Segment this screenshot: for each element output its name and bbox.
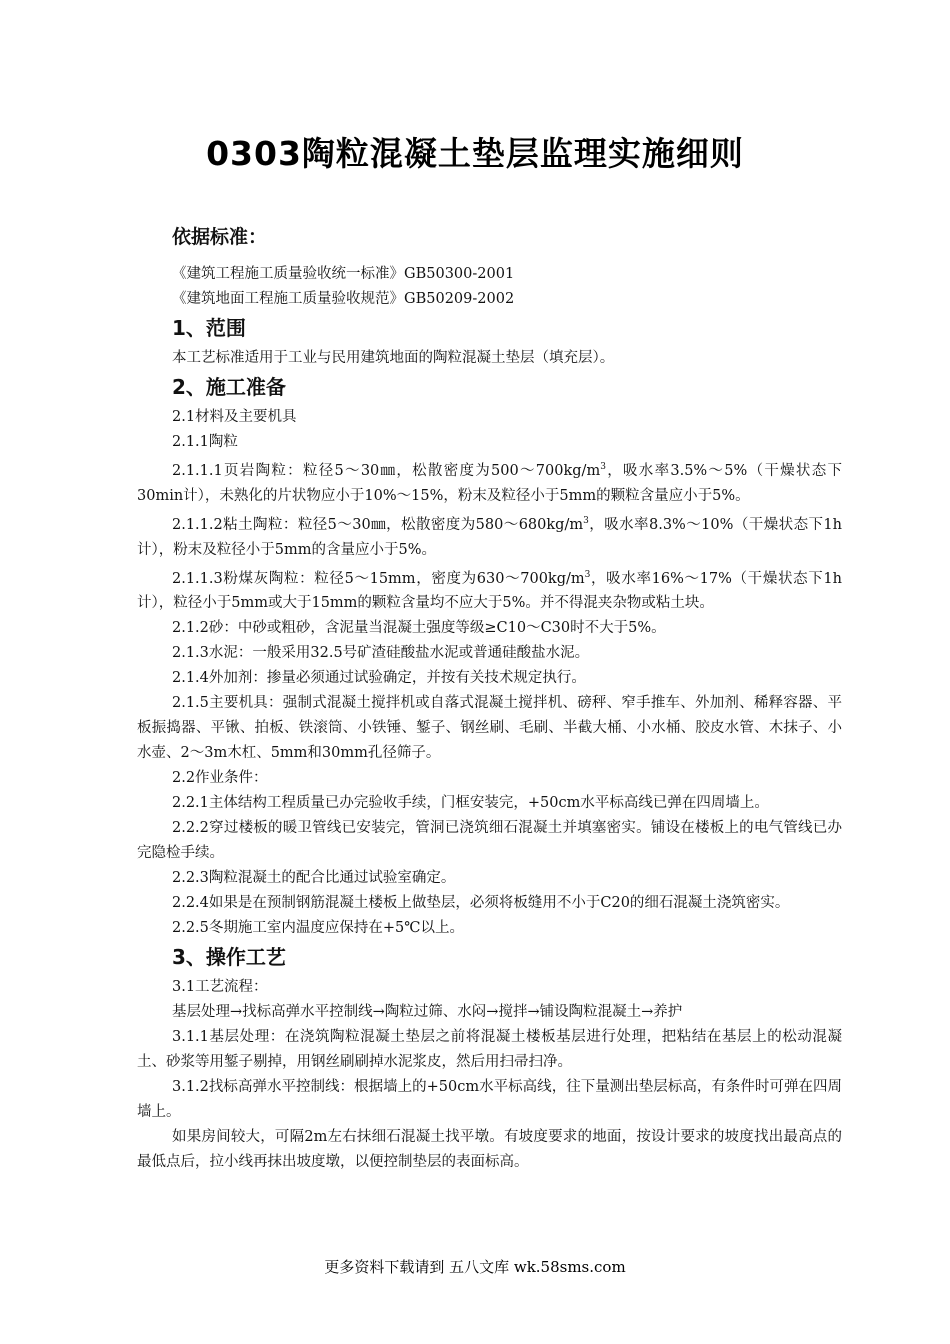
paragraph: 如果房间较大，可隔2m左右抹细石混凝土找平墩。有坡度要求的地面，按设计要求的坡度找出最高点的最低点后，拉小线再抹出坡度墩，以便控制垫层的表面标高。	[137, 1129, 842, 1171]
paragraph: 2.1.3水泥：一般采用32.5号矿渣硅酸盐水泥或普通硅酸盐水泥。	[172, 645, 590, 662]
paragraph: 2.1材料及主要机具	[172, 409, 297, 425]
scope-text: 本工艺标准适用于工业与民用建筑地面的陶粒混凝土垫层（填充层）。	[172, 350, 615, 366]
paragraph: 2.2.1主体结构工程质量已办完验收手续，门框安装完，+50cm水平标高线已弹在四周墙上。	[172, 795, 769, 812]
paragraph: 2.2作业条件：	[172, 770, 268, 787]
paragraph: 2.1.1.1页岩陶粒：粒径5～30㎜，松散密度为$500\sim 700kg/m^3$，吸水率3.5%～5%（干燥状态下30min计），未熟化的片状物应小于10%～15%，粉末及粒径小于5mm的颗粒含量应小于5%。	[137, 462, 843, 504]
footer-text: 更多资料下载请到 五八文库 wk.58sms.com	[324, 1258, 626, 1276]
paragraph: 2.1.1.2粘土陶粒：粒径5～30㎜，松散密度为$580\sim 680kg/m^3$，吸水率8.3%～10%（干燥状态下1h计），粉末及粒径小于5mm的含量应小于5%。	[137, 515, 842, 558]
paragraph: 2.1.1.3粉煤灰陶粒：粒径5～15mm，密度为$630\sim 700kg/m^3$，吸水率16%～17%（干燥状态下1h计），粒径小于5mm或大于15mm的颗粒含量均不应大于5%。并不得混夹杂物或粘土块。	[137, 569, 842, 612]
paragraph: 2.1.2砂：中砂或粗砂，含泥量当混凝土强度等级≥C10～C30时不大于5%。	[172, 620, 666, 637]
standard-item: 《建筑地面工程施工质量验收规范》GB50209-2002	[172, 291, 515, 307]
basis-heading: 依据标准：	[172, 226, 268, 248]
paragraph: 3.1.1基层处理：在浇筑陶粒混凝土垫层之前将混凝土楼板基层进行处理，把粘结在基层上的松动混凝土、砂浆等用錾子剔掉，用钢丝刷刷掉水泥浆皮，然后用扫帚扫净。	[137, 1029, 842, 1071]
paragraph: 3.1工艺流程：	[172, 979, 268, 996]
section-heading-preparation: 2、施工准备	[172, 375, 286, 399]
page-title: 0303陶粒混凝土垫层监理实施细则	[206, 134, 744, 173]
paragraph: 2.2.3陶粒混凝土的配合比通过试验室确定。	[172, 870, 456, 887]
standard-item: 《建筑工程施工质量验收统一标准》GB50300-2001	[172, 266, 515, 282]
paragraph: 2.2.2穿过楼板的暖卫管线已安装完，管洞已浇筑细石混凝土并填塞密实。铺设在楼板上的电气管线已办完隐检手续。	[137, 820, 842, 862]
paragraph: 2.1.1陶粒	[172, 434, 238, 450]
section-heading-scope: 1、范围	[172, 316, 246, 340]
paragraph: 2.1.5主要机具：强制式混凝土搅拌机或自落式混凝土搅拌机、磅秤、窄手推车、外加剂、稀释容器、平板振捣器、平锹、拍板、铁滚筒、小铁锤、錾子、钢丝刷、毛刷、半截大桶、小水桶、胶皮水管、木抹子、小水壶、2～3m木杠、5mm和30mm孔径筛子。	[137, 695, 842, 762]
paragraph: 2.1.4外加剂：掺量必须通过试验确定，并按有关技术规定执行。	[172, 670, 586, 687]
paragraph: 2.2.4如果是在预制钢筋混凝土楼板上做垫层，必须将板缝用不小于C20的细石混凝土浇筑密实。	[172, 895, 790, 912]
paragraph: 2.2.5冬期施工室内温度应保持在+5℃以上。	[172, 920, 464, 937]
document-body	[137, 224, 842, 1175]
section-heading-operation: 3、操作工艺	[172, 945, 286, 970]
paragraph: 3.1.2找标高弹水平控制线：根据墙上的+50cm水平标高线，往下量测出垫层标高，有条件时可弹在四周墙上。	[137, 1079, 842, 1121]
process-flow: 基层处理→找标高弹水平控制线→陶粒过筛、水闷→搅拌→铺设陶粒混凝土→养护	[172, 1004, 683, 1021]
